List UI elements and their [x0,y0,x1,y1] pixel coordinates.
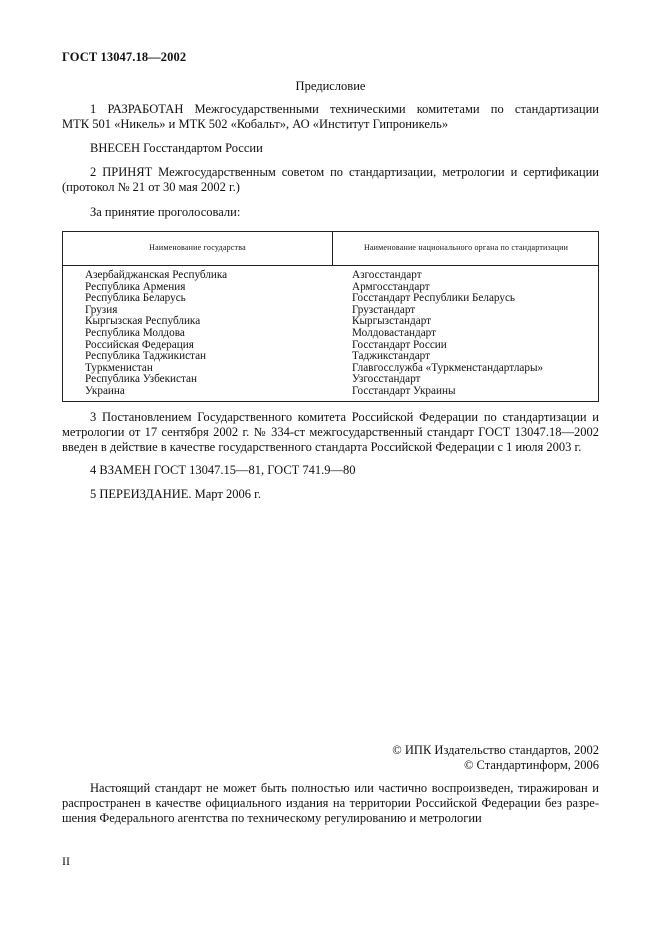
table-cell-body: Госстандарт Республики Беларусь [352,292,516,305]
table-cell-body: Главгосслужба «Туркменстандартлары» [352,361,544,374]
table-cell-country: Российская Федерация [85,338,194,351]
table-cell-body: Узгосстандарт [352,373,421,386]
table-cell-country: Республика Армения [85,280,186,293]
paragraph-line: Настоящий стандарт не может быть полностью или частично воспроизведен, тиражирован и [90,781,599,795]
paragraph-line: 2 ПРИНЯТ Межгосударственным советом по стандартизации, метрологии и сертификации [90,165,599,179]
copyright-line-2: © Стандартинформ, 2006 [463,758,599,772]
page-title: Предисловие [295,79,366,93]
table-cell-body: Госстандарт Украины [352,384,456,397]
table-cell-body: Госстандарт России [352,338,447,351]
table-cell-body: Азгосстандарт [352,269,422,281]
table-header-country: Наименование государства [149,243,246,252]
table-cell-country: Украина [85,384,125,397]
table-header-body: Наименование национального органа по стандартизации [363,243,569,252]
voting-table [62,231,599,402]
table-cell-country: Республика Узбекистан [85,373,197,386]
table-cell-country: Туркменистан [85,361,153,374]
table-header-divider [63,265,598,266]
table-column-bodies [352,270,543,398]
paragraph-adopted [62,165,599,195]
table-cell-country: Республика Молдова [85,326,185,339]
page-number: II [62,854,70,868]
table-cell-body: Кыргызстандарт [352,315,432,328]
table-cell-country: Грузия [85,303,118,316]
paragraph-line: 1 РАЗРАБОТАН Межгосударственными техническими комитетами по стандартизации [90,102,599,116]
paragraph-line: МТК 501 «Никель» и МТК 502 «Кобальт», АО «Институт Гипроникель» [62,117,449,131]
table-cell-country: Кыргызская Республика [85,315,201,328]
paragraph-line: введен в действие в качестве государственного стандарта Российской Федерации с 1 июля 2003 г. [62,440,582,454]
table-column-countries [85,270,227,398]
paragraph-replaces: 4 ВЗАМЕН ГОСТ 13047.15—81, ГОСТ 741.9—80 [90,463,356,477]
table-cell-body: Таджикстандарт [352,350,431,363]
table-cell-body: Грузстандарт [352,303,416,316]
paragraph-line: 3 Постановлением Государственного комитета Российской Федерации по стандартизации и [90,410,599,424]
paragraph-developed [62,102,599,132]
document-code: ГОСТ 13047.18—2002 [62,50,187,64]
paragraph-line: распространен в качестве официального издания на территории Российской Федерации без разре- [62,796,599,810]
notice-paragraph [62,781,599,826]
table-cell-country: Республика Таджикистан [85,350,207,363]
table-cell-body: Молдовастандарт [352,326,437,339]
table-cell-country: Азербайджанская Республика [85,269,228,281]
paragraph-line: (протокол № 21 от 30 мая 2002 г.) [62,180,240,194]
paragraph-line: метрологии от 17 сентября 2002 г. № 334-ст межгосударственный стандарт ГОСТ 13047.18—2002 [62,425,599,439]
paragraph-introduced: ВНЕСЕН Госстандартом России [90,141,263,155]
table-cell-country: Республика Беларусь [85,292,186,305]
paragraph-voted: За принятие проголосовали: [90,205,241,219]
table-cell-body: Армгосстандарт [352,280,430,293]
paragraph-reissue: 5 ПЕРЕИЗДАНИЕ. Март 2006 г. [90,487,261,501]
paragraph-line: шения Федерального агентства по техническому регулированию и метрологии [62,811,482,825]
paragraph-resolution [62,410,599,455]
copyright-line-1: © ИПК Издательство стандартов, 2002 [392,743,599,757]
